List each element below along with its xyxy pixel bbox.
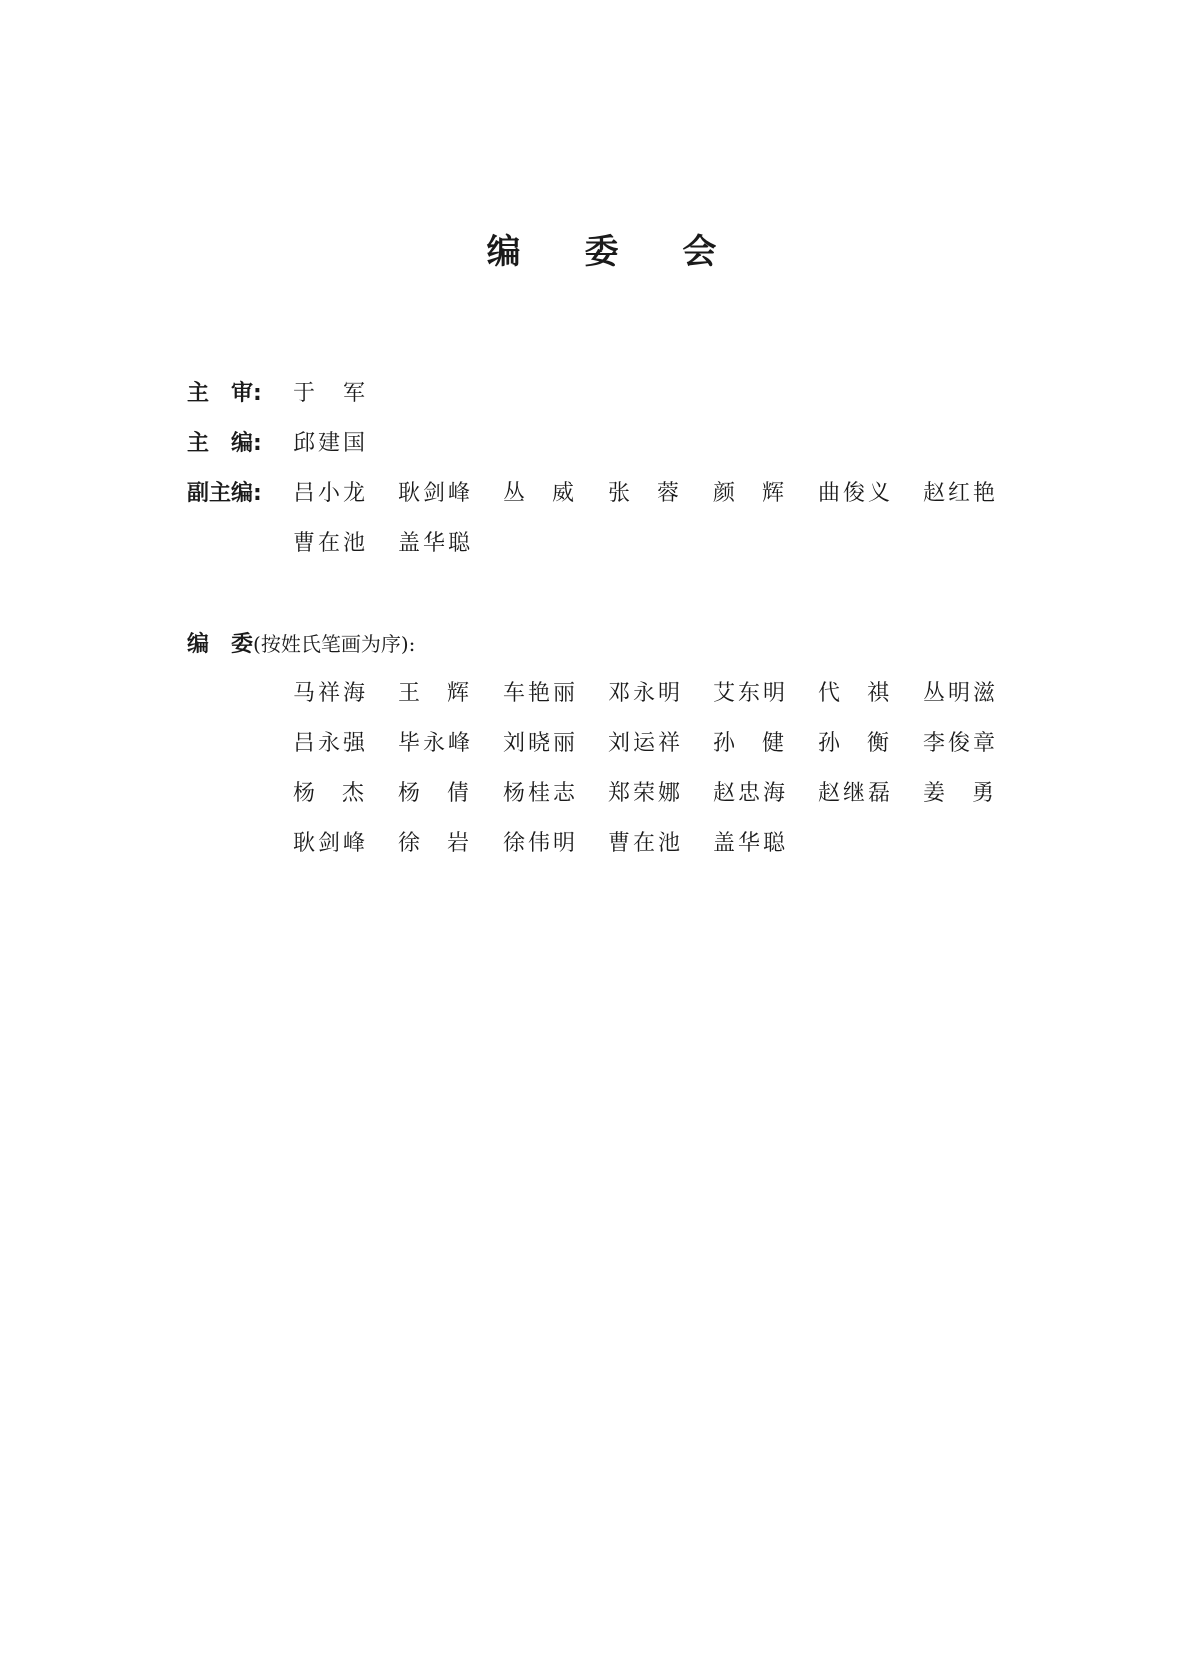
chief-editor-name: 邱建国: [293, 431, 369, 456]
deputy-editor-name: 吕小龙: [293, 481, 369, 506]
committee-member-name: 孙衡: [818, 731, 917, 756]
committee-member-name: 邓永明: [608, 681, 684, 706]
deputy-editor-name: 赵红艳: [923, 481, 999, 506]
deputy-editor-name: 丛威: [503, 481, 602, 506]
committee-member-name: 徐伟明: [503, 831, 579, 856]
chief-reviewer-row: [187, 376, 368, 412]
committee-member-name: 车艳丽: [503, 681, 579, 706]
chief-editor-row: [187, 426, 368, 462]
committee-names-line-4: [293, 826, 818, 862]
committee-row: [187, 626, 415, 662]
committee-member-name: 马祥海: [293, 681, 369, 706]
committee-member-name: 刘运祥: [608, 731, 684, 756]
deputy-editors-label: 副主编:: [187, 481, 262, 506]
committee-member-name: 毕永峰: [398, 731, 474, 756]
committee-member-name: 丛明滋: [923, 681, 999, 706]
committee-member-name: 杨杰: [293, 781, 392, 806]
committee-member-name: 吕永强: [293, 731, 369, 756]
deputy-editors-row: [187, 476, 293, 512]
deputy-editor-name: 张蓉: [608, 481, 707, 506]
committee-member-name: 代祺: [818, 681, 917, 706]
chief-reviewer-label: 主 审:: [187, 381, 262, 406]
committee-member-name: 郑荣娜: [608, 781, 684, 806]
deputy-editor-name: 耿剑峰: [398, 481, 474, 506]
committee-member-name: 艾东明: [713, 681, 789, 706]
committee-member-name: 盖华聪: [713, 831, 789, 856]
chief-editor-label: 主 编:: [187, 431, 262, 456]
page-title: 编 委 会: [486, 232, 743, 272]
committee-member-name: 王辉: [398, 681, 497, 706]
committee-member-name: 赵忠海: [713, 781, 789, 806]
committee-member-name: 赵继磊: [818, 781, 894, 806]
deputy-editors-names-line-1: [293, 476, 1028, 512]
committee-names-line-2: [293, 726, 1028, 762]
committee-names-line-1: [293, 676, 1028, 712]
committee-member-name: 李俊章: [923, 731, 999, 756]
committee-member-name: 孙健: [713, 731, 812, 756]
committee-member-name: 徐岩: [398, 831, 497, 856]
deputy-editors-names-line-2: [293, 526, 503, 562]
deputy-editor-name: 曲俊义: [818, 481, 894, 506]
committee-names-line-3: [293, 776, 1028, 812]
committee-sort-note: (按姓氏笔画为序):: [253, 632, 416, 656]
deputy-editor-name: 颜辉: [713, 481, 812, 506]
committee-member-name: 曹在池: [608, 831, 684, 856]
deputy-editor-name: 盖华聪: [398, 531, 474, 556]
deputy-editor-name: 曹在池: [293, 531, 369, 556]
chief-reviewer-name: 于 军: [293, 381, 369, 406]
committee-member-name: 刘晓丽: [503, 731, 579, 756]
committee-member-name: 杨倩: [398, 781, 497, 806]
committee-label: 编 委: [187, 632, 254, 657]
committee-member-name: 耿剑峰: [293, 831, 369, 856]
committee-member-name: 姜勇: [923, 781, 1022, 806]
committee-member-name: 杨桂志: [503, 781, 579, 806]
